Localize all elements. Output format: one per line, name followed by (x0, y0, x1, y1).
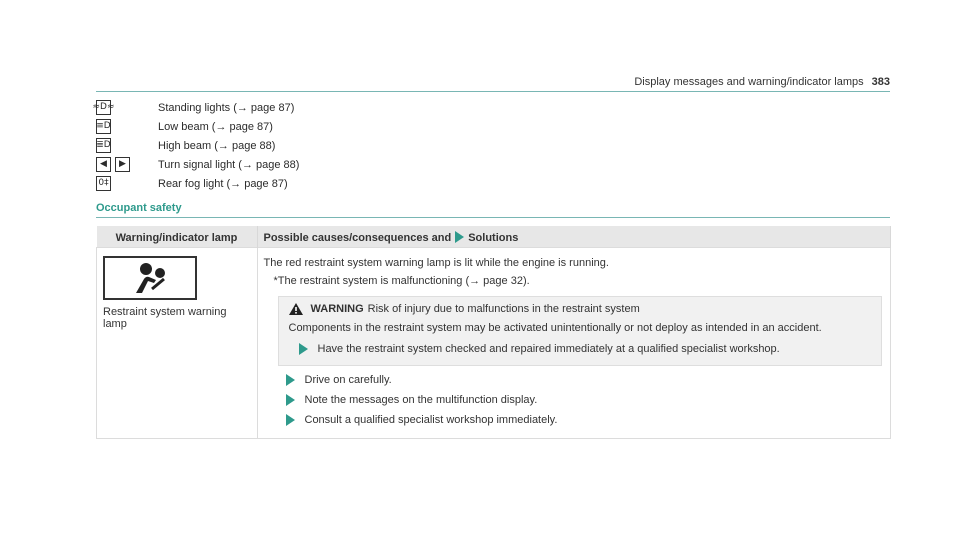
arrow-icon (455, 231, 464, 243)
arrow-icon (286, 414, 295, 426)
step-text: Drive on carefully. (304, 374, 392, 386)
solution-step (286, 394, 885, 406)
column-header-lamp: Warning/indicator lamp (97, 226, 258, 248)
low-beam-icon: ≡D (96, 119, 111, 134)
warning-label: WARNING (310, 303, 364, 315)
arrow-icon (286, 394, 295, 406)
turn-left-icon: ◀ (96, 157, 111, 172)
solution-step (286, 374, 885, 386)
solutions-cell (257, 248, 891, 439)
high-beam-icon: ≣D (96, 138, 111, 153)
airbag-warning-icon (103, 256, 197, 300)
lamp-symbol-list (92, 98, 300, 193)
table-header-row (97, 226, 891, 248)
list-item-text: Rear fog light (→ page 87) (158, 177, 288, 190)
warning-title: Risk of injury due to malfunctions in the restraint system (367, 303, 640, 315)
header-prefix: Possible causes/consequences and (263, 232, 452, 244)
list-item (96, 117, 299, 136)
lamp-label: Restraint system warning lamp (103, 306, 227, 330)
list-item (96, 174, 299, 193)
turn-right-icon: ▶ (115, 157, 130, 172)
warning-body: Components in the restraint system may be activated unintentionally or not deploy as intended in an accident. (288, 322, 822, 334)
list-item-text: Standing lights (→ page 87) (158, 101, 295, 114)
header-title: Display messages and warning/indicator lamps (634, 76, 864, 88)
page-number: 383 (871, 76, 890, 88)
step-text: Note the messages on the multifunction display. (304, 394, 538, 406)
step-text: Consult a qualified specialist workshop immediately. (304, 414, 558, 426)
arrow-icon (286, 374, 295, 386)
list-item (96, 155, 299, 174)
arrow-icon (299, 343, 308, 355)
rear-fog-light-icon: 0‡ (96, 176, 111, 191)
warning-box (278, 296, 883, 366)
standing-lights-icon: ≈D≈ (96, 100, 111, 115)
warning-action (299, 343, 872, 355)
warning-action-text: Have the restraint system checked and repaired immediately at a qualified specialist workshop. (317, 343, 780, 355)
cause-detail: *The restraint system is malfunctioning (→ page 32). (273, 275, 530, 287)
column-header-solutions (257, 226, 891, 248)
warning-heading (289, 303, 872, 315)
list-item (92, 98, 299, 117)
list-item-text: Turn signal light (→ page 88) (158, 158, 300, 171)
list-item (96, 136, 299, 155)
section-title: Occupant safety (96, 202, 890, 218)
cause-text: The red restraint system warning lamp is lit while the engine is running. (263, 257, 609, 269)
solution-step (286, 414, 885, 426)
list-item-text: High beam (→ page 88) (158, 139, 276, 152)
table-row (97, 248, 891, 439)
warning-triangle-icon (289, 303, 303, 315)
occupant-safety-table (96, 226, 891, 439)
list-item-text: Low beam (→ page 87) (158, 120, 273, 133)
header-suffix: Solutions (468, 232, 519, 244)
lamp-cell (97, 248, 258, 439)
page-header (96, 74, 890, 92)
